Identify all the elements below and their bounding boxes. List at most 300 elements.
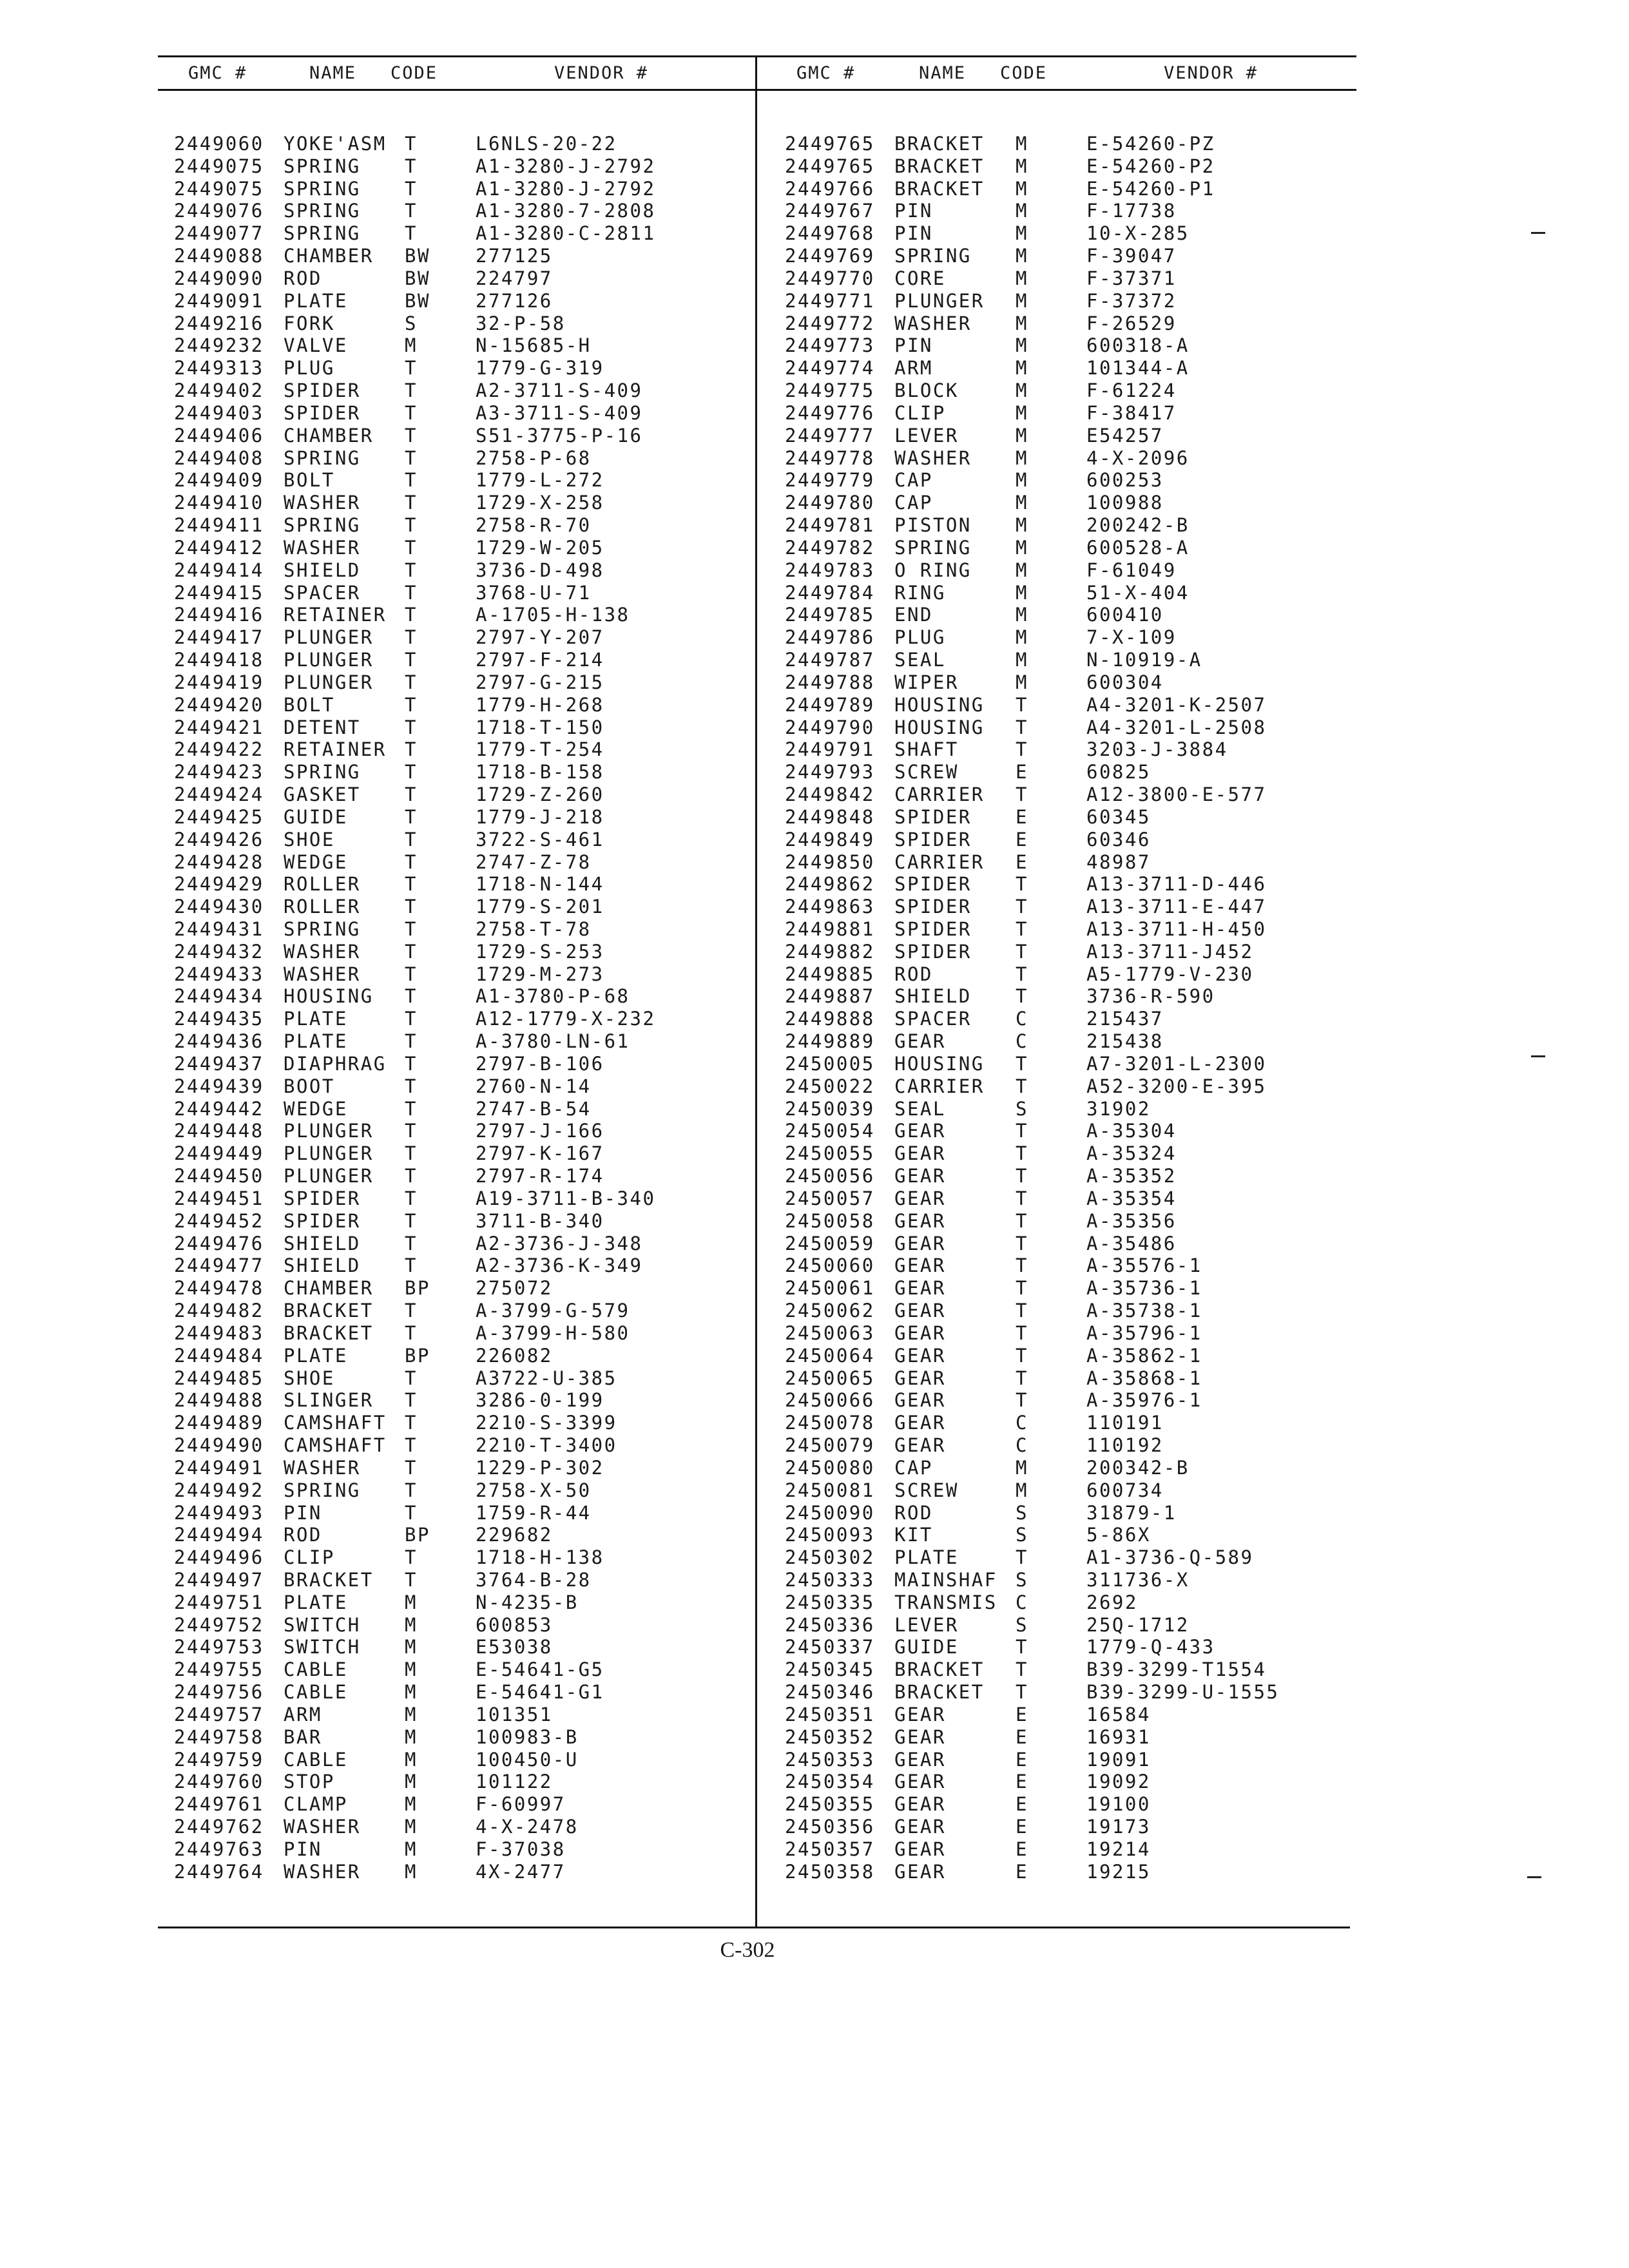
source-code: T: [405, 649, 418, 671]
part-name: CHAMBER: [284, 1277, 374, 1300]
gmc-number: 2449313: [174, 357, 264, 380]
source-code: T: [405, 604, 418, 626]
gmc-number: 2449410: [174, 492, 264, 514]
source-code: T: [405, 1232, 418, 1254]
source-code: M: [1016, 604, 1028, 626]
header-left-code: CODE: [390, 63, 438, 83]
source-code: T: [405, 447, 418, 469]
table-row: [785, 1704, 1352, 1726]
vendor-number: A-35324: [1086, 1142, 1177, 1165]
vendor-number: 4X-2477: [476, 1860, 566, 1883]
part-name: WASHER: [894, 447, 972, 469]
table-row: [785, 222, 1352, 245]
vendor-number: 2758-T-78: [476, 918, 592, 940]
source-code: T: [405, 1052, 418, 1075]
gmc-number: 2449408: [174, 447, 264, 469]
part-name: SPRING: [284, 155, 361, 177]
source-code: T: [405, 1097, 418, 1120]
source-code: T: [405, 940, 418, 963]
part-name: RETAINER: [284, 604, 387, 626]
source-code: T: [405, 671, 418, 693]
vendor-number: 3711-B-340: [476, 1209, 604, 1232]
part-name: PLUNGER: [284, 1120, 374, 1142]
part-name: CAP: [894, 469, 933, 492]
table-row: [785, 1300, 1352, 1322]
vendor-number: A2-3736-J-348: [476, 1232, 643, 1254]
source-code: E: [1016, 1703, 1028, 1725]
part-name: TRANSMIS: [894, 1591, 998, 1613]
table-row: [785, 1479, 1352, 1502]
vendor-number: 60345: [1086, 805, 1151, 828]
vendor-number: 229682: [476, 1524, 553, 1546]
gmc-number: 2449789: [785, 693, 875, 716]
vendor-number: 100983-B: [476, 1725, 579, 1748]
part-name: PIN: [894, 222, 933, 245]
vendor-number: A-1705-H-138: [476, 604, 630, 626]
gmc-number: 2450093: [785, 1524, 875, 1546]
vendor-number: F-37372: [1086, 289, 1177, 312]
part-name: WASHER: [284, 492, 361, 514]
part-name: GEAR: [894, 1434, 946, 1457]
table-row: [785, 1838, 1352, 1861]
table-row: [785, 1412, 1352, 1434]
part-name: GEAR: [894, 1209, 946, 1232]
part-name: HOUSING: [894, 1052, 985, 1075]
gmc-number: 2450080: [785, 1456, 875, 1479]
table-row: [785, 1389, 1352, 1412]
part-name: HOUSING: [284, 985, 374, 1008]
part-name: GEAR: [894, 1816, 946, 1838]
vendor-number: 60346: [1086, 828, 1151, 850]
gmc-number: 2449430: [174, 896, 264, 918]
table-row: [174, 1322, 741, 1345]
table-row: [785, 1142, 1352, 1165]
margin-mark: [1531, 232, 1545, 234]
source-code: T: [1016, 1254, 1028, 1277]
table-row: [174, 133, 741, 155]
vendor-number: 2747-B-54: [476, 1097, 592, 1120]
vendor-number: 100988: [1086, 492, 1164, 514]
table-row: [174, 1658, 741, 1681]
vendor-number: 226082: [476, 1344, 553, 1367]
header-right-code: CODE: [1000, 63, 1048, 83]
source-code: T: [1016, 693, 1028, 716]
table-row: [174, 1142, 741, 1165]
gmc-number: 2449483: [174, 1321, 264, 1344]
gmc-number: 2449773: [785, 334, 875, 357]
vendor-number: 3736-D-498: [476, 559, 604, 581]
table-row: [785, 290, 1352, 312]
source-code: C: [1016, 1591, 1028, 1613]
gmc-number: 2449448: [174, 1120, 264, 1142]
table-row: [174, 873, 741, 896]
table-row: [174, 1793, 741, 1816]
vendor-number: 101344-A: [1086, 357, 1190, 380]
part-name: DIAPHRAG: [284, 1052, 387, 1075]
source-code: M: [1016, 424, 1028, 447]
gmc-number: 2450005: [785, 1052, 875, 1075]
part-name: SPIDER: [894, 896, 972, 918]
vendor-number: A-35486: [1086, 1232, 1177, 1254]
source-code: M: [1016, 536, 1028, 559]
part-name: CLIP: [894, 401, 946, 424]
table-row: [785, 1075, 1352, 1098]
table-row: [174, 514, 741, 537]
vendor-number: 600253: [1086, 469, 1164, 492]
part-name: PLUNGER: [284, 649, 374, 671]
gmc-number: 2450357: [785, 1838, 875, 1860]
source-code: T: [405, 380, 418, 402]
gmc-number: 2449477: [174, 1254, 264, 1277]
part-name: GEAR: [894, 1838, 946, 1860]
gmc-number: 2449759: [174, 1748, 264, 1771]
part-name: SHOE: [284, 1367, 335, 1389]
table-row: [785, 761, 1352, 783]
vendor-number: A-35352: [1086, 1165, 1177, 1187]
part-name: WASHER: [284, 1816, 361, 1838]
table-row: [785, 559, 1352, 582]
vendor-number: A1-3280-J-2792: [476, 177, 656, 200]
part-name: WEDGE: [284, 850, 348, 873]
table-row: [174, 425, 741, 447]
part-name: SHIELD: [284, 1254, 361, 1277]
gmc-number: 2449491: [174, 1456, 264, 1479]
source-code: T: [1016, 1187, 1028, 1209]
part-name: PLATE: [284, 1008, 348, 1030]
table-row: [174, 783, 741, 806]
part-name: PLATE: [284, 289, 348, 312]
table-row: [785, 1120, 1352, 1142]
table-row: [785, 1614, 1352, 1637]
source-code: T: [405, 985, 418, 1008]
source-code: M: [1016, 514, 1028, 537]
table-row: [174, 1030, 741, 1053]
source-code: T: [1016, 1165, 1028, 1187]
part-name: GASKET: [284, 783, 361, 806]
gmc-number: 2449442: [174, 1097, 264, 1120]
table-row: [785, 447, 1352, 470]
part-name: CARRIER: [894, 783, 985, 806]
vendor-number: 19214: [1086, 1838, 1151, 1860]
source-code: M: [1016, 401, 1028, 424]
source-code: T: [1016, 963, 1028, 985]
part-name: CAP: [894, 1456, 933, 1479]
gmc-number: 2449422: [174, 738, 264, 761]
part-name: SHIELD: [894, 985, 972, 1008]
source-code: T: [405, 805, 418, 828]
part-name: CLAMP: [284, 1793, 348, 1816]
source-code: T: [405, 1321, 418, 1344]
part-name: GEAR: [894, 1703, 946, 1725]
source-code: S: [1016, 1569, 1028, 1591]
part-name: BRACKET: [284, 1569, 374, 1591]
part-name: STOP: [284, 1771, 335, 1793]
part-name: CABLE: [284, 1658, 348, 1681]
vendor-number: 1729-Z-260: [476, 783, 604, 806]
source-code: BW: [405, 245, 430, 267]
source-code: M: [1016, 267, 1028, 289]
gmc-number: 2449433: [174, 963, 264, 985]
part-name: GEAR: [894, 1321, 946, 1344]
part-name: PLUNGER: [284, 626, 374, 649]
gmc-number: 2449216: [174, 312, 264, 334]
gmc-number: 2449774: [785, 357, 875, 380]
part-name: CLIP: [284, 1546, 335, 1569]
vendor-number: 19091: [1086, 1748, 1151, 1771]
table-row: [785, 694, 1352, 716]
vendor-number: 1718-H-138: [476, 1546, 604, 1569]
table-row: [785, 492, 1352, 514]
gmc-number: 2449881: [785, 918, 875, 940]
part-name: BAR: [284, 1725, 322, 1748]
part-name: PIN: [894, 200, 933, 222]
table-row: [174, 267, 741, 290]
vendor-number: 1729-S-253: [476, 940, 604, 963]
source-code: T: [1016, 1344, 1028, 1367]
table-row: [174, 1681, 741, 1704]
table-row: [785, 155, 1352, 178]
part-name: PLATE: [894, 1546, 959, 1569]
gmc-number: 2449888: [785, 1008, 875, 1030]
right-parts-list: [785, 133, 1352, 1883]
source-code: T: [405, 1367, 418, 1389]
part-name: GEAR: [894, 1771, 946, 1793]
table-row: [785, 1322, 1352, 1345]
header-bottom-rule: [158, 89, 1356, 91]
table-row: [785, 941, 1352, 963]
part-name: CABLE: [284, 1681, 348, 1704]
gmc-number: 2449885: [785, 963, 875, 985]
table-row: [785, 1681, 1352, 1704]
table-row: [174, 1434, 741, 1457]
source-code: BW: [405, 289, 430, 312]
vendor-number: F-61049: [1086, 559, 1177, 581]
table-row: [785, 716, 1352, 739]
part-name: GEAR: [894, 1120, 946, 1142]
vendor-number: 101122: [476, 1771, 553, 1793]
source-code: S: [405, 312, 418, 334]
source-code: T: [1016, 738, 1028, 761]
part-name: SPIDER: [284, 401, 361, 424]
gmc-number: 2450061: [785, 1277, 875, 1300]
part-name: PIN: [284, 1838, 322, 1860]
table-row: [174, 469, 741, 492]
part-name: BRACKET: [284, 1321, 374, 1344]
source-code: T: [405, 177, 418, 200]
vendor-number: 1779-S-201: [476, 896, 604, 918]
gmc-number: 2450337: [785, 1636, 875, 1658]
part-name: PLUG: [284, 357, 335, 380]
table-row: [785, 133, 1352, 155]
part-name: END: [894, 604, 933, 626]
gmc-number: 2449414: [174, 559, 264, 581]
vendor-number: 200242-B: [1086, 514, 1190, 537]
vendor-number: 19173: [1086, 1816, 1151, 1838]
gmc-number: 2450336: [785, 1613, 875, 1636]
gmc-number: 2449497: [174, 1569, 264, 1591]
gmc-number: 2449090: [174, 267, 264, 289]
vendor-number: 2692: [1086, 1591, 1138, 1613]
gmc-number: 2450081: [785, 1479, 875, 1501]
gmc-number: 2449492: [174, 1479, 264, 1501]
table-row: [174, 918, 741, 941]
gmc-number: 2449425: [174, 805, 264, 828]
source-code: C: [1016, 1008, 1028, 1030]
source-code: BW: [405, 267, 430, 289]
vendor-number: A13-3711-E-447: [1086, 896, 1267, 918]
gmc-number: 2450346: [785, 1681, 875, 1704]
source-code: BP: [405, 1344, 430, 1367]
table-row: [785, 334, 1352, 357]
source-code: T: [1016, 1636, 1028, 1658]
source-code: M: [405, 1613, 418, 1636]
part-name: PIN: [894, 334, 933, 357]
source-code: M: [405, 1636, 418, 1658]
table-row: [785, 380, 1352, 402]
gmc-number: 2450078: [785, 1412, 875, 1434]
table-row: [785, 985, 1352, 1008]
gmc-number: 2449424: [174, 783, 264, 806]
table-row: [174, 1210, 741, 1233]
gmc-number: 2449451: [174, 1187, 264, 1209]
source-code: M: [1016, 626, 1028, 649]
table-row: [174, 1053, 741, 1075]
source-code: M: [1016, 380, 1028, 402]
part-name: SPRING: [894, 245, 972, 267]
source-code: M: [1016, 133, 1028, 155]
source-code: T: [1016, 1142, 1028, 1165]
part-name: PLUNGER: [284, 671, 374, 693]
part-name: ROD: [894, 1501, 933, 1524]
source-code: T: [405, 222, 418, 245]
source-code: E: [1016, 761, 1028, 783]
vendor-number: 25Q-1712: [1086, 1613, 1190, 1636]
vendor-number: L6NLS-20-22: [476, 133, 617, 155]
gmc-number: 2449488: [174, 1389, 264, 1412]
gmc-number: 2450039: [785, 1097, 875, 1120]
source-code: M: [405, 1591, 418, 1613]
table-row: [174, 245, 741, 267]
source-code: T: [1016, 896, 1028, 918]
vendor-number: 1779-L-272: [476, 469, 604, 492]
source-code: C: [1016, 1030, 1028, 1053]
part-name: FORK: [284, 312, 335, 334]
gmc-number: 2450333: [785, 1569, 875, 1591]
table-row: [174, 1120, 741, 1142]
part-name: ROD: [284, 267, 322, 289]
table-row: [785, 873, 1352, 896]
gmc-number: 2449412: [174, 536, 264, 559]
part-name: GEAR: [894, 1254, 946, 1277]
source-code: E: [1016, 1838, 1028, 1860]
vendor-number: 600410: [1086, 604, 1164, 626]
gmc-number: 2449411: [174, 514, 264, 537]
gmc-number: 2449420: [174, 693, 264, 716]
gmc-number: 2449786: [785, 626, 875, 649]
part-name: BOLT: [284, 469, 335, 492]
part-name: SHAFT: [894, 738, 959, 761]
table-row: [174, 1614, 741, 1637]
source-code: T: [405, 1187, 418, 1209]
source-code: M: [1016, 222, 1028, 245]
table-row: [785, 1636, 1352, 1658]
vendor-number: A1-3280-J-2792: [476, 155, 656, 177]
header-right-vendor: VENDOR #: [1164, 63, 1258, 83]
table-row: [785, 918, 1352, 941]
part-name: WEDGE: [284, 1097, 348, 1120]
vendor-number: E-54641-G5: [476, 1658, 604, 1681]
source-code: M: [1016, 200, 1028, 222]
table-row: [785, 245, 1352, 267]
source-code: T: [1016, 940, 1028, 963]
gmc-number: 2450059: [785, 1232, 875, 1254]
vendor-number: A-35738-1: [1086, 1300, 1202, 1322]
vendor-number: A12-1779-X-232: [476, 1008, 656, 1030]
vendor-number: 110191: [1086, 1412, 1164, 1434]
part-name: KIT: [894, 1524, 933, 1546]
gmc-number: 2450352: [785, 1725, 875, 1748]
source-code: M: [1016, 334, 1028, 357]
source-code: T: [405, 783, 418, 806]
source-code: T: [405, 492, 418, 514]
table-row: [174, 1726, 741, 1749]
source-code: E: [1016, 850, 1028, 873]
part-name: WASHER: [284, 963, 361, 985]
gmc-number: 2450090: [785, 1501, 875, 1524]
gmc-number: 2449416: [174, 604, 264, 626]
vendor-number: 2210-T-3400: [476, 1434, 617, 1457]
header-right-gmc: GMC #: [796, 63, 856, 83]
vendor-number: 2758-P-68: [476, 447, 592, 469]
table-row: [174, 1546, 741, 1569]
source-code: T: [405, 963, 418, 985]
part-name: SWITCH: [284, 1636, 361, 1658]
table-row: [174, 1367, 741, 1390]
source-code: M: [405, 1771, 418, 1793]
vendor-number: 215438: [1086, 1030, 1164, 1053]
table-row: [785, 1591, 1352, 1614]
part-name: YOKE'ASM: [284, 133, 387, 155]
table-row: [785, 357, 1352, 380]
part-name: SCREW: [894, 761, 959, 783]
vendor-number: A2-3711-S-409: [476, 380, 643, 402]
gmc-number: 2449409: [174, 469, 264, 492]
gmc-number: 2450022: [785, 1075, 875, 1097]
part-name: SLINGER: [284, 1389, 374, 1412]
source-code: T: [1016, 1658, 1028, 1681]
part-name: SPRING: [284, 761, 361, 783]
source-code: E: [1016, 1748, 1028, 1771]
source-code: T: [405, 1456, 418, 1479]
gmc-number: 2449755: [174, 1658, 264, 1681]
source-code: M: [1016, 1456, 1028, 1479]
gmc-number: 2449417: [174, 626, 264, 649]
part-name: CAP: [894, 492, 933, 514]
source-code: T: [1016, 1232, 1028, 1254]
gmc-number: 2450064: [785, 1344, 875, 1367]
table-row: [785, 604, 1352, 626]
vendor-number: 277126: [476, 289, 553, 312]
source-code: M: [1016, 357, 1028, 380]
source-code: T: [405, 1300, 418, 1322]
gmc-number: 2450354: [785, 1771, 875, 1793]
gmc-number: 2449076: [174, 200, 264, 222]
source-code: T: [405, 626, 418, 649]
part-name: ARM: [284, 1703, 322, 1725]
vendor-number: A-35868-1: [1086, 1367, 1202, 1389]
part-name: ROD: [894, 963, 933, 985]
part-name: BRACKET: [284, 1300, 374, 1322]
